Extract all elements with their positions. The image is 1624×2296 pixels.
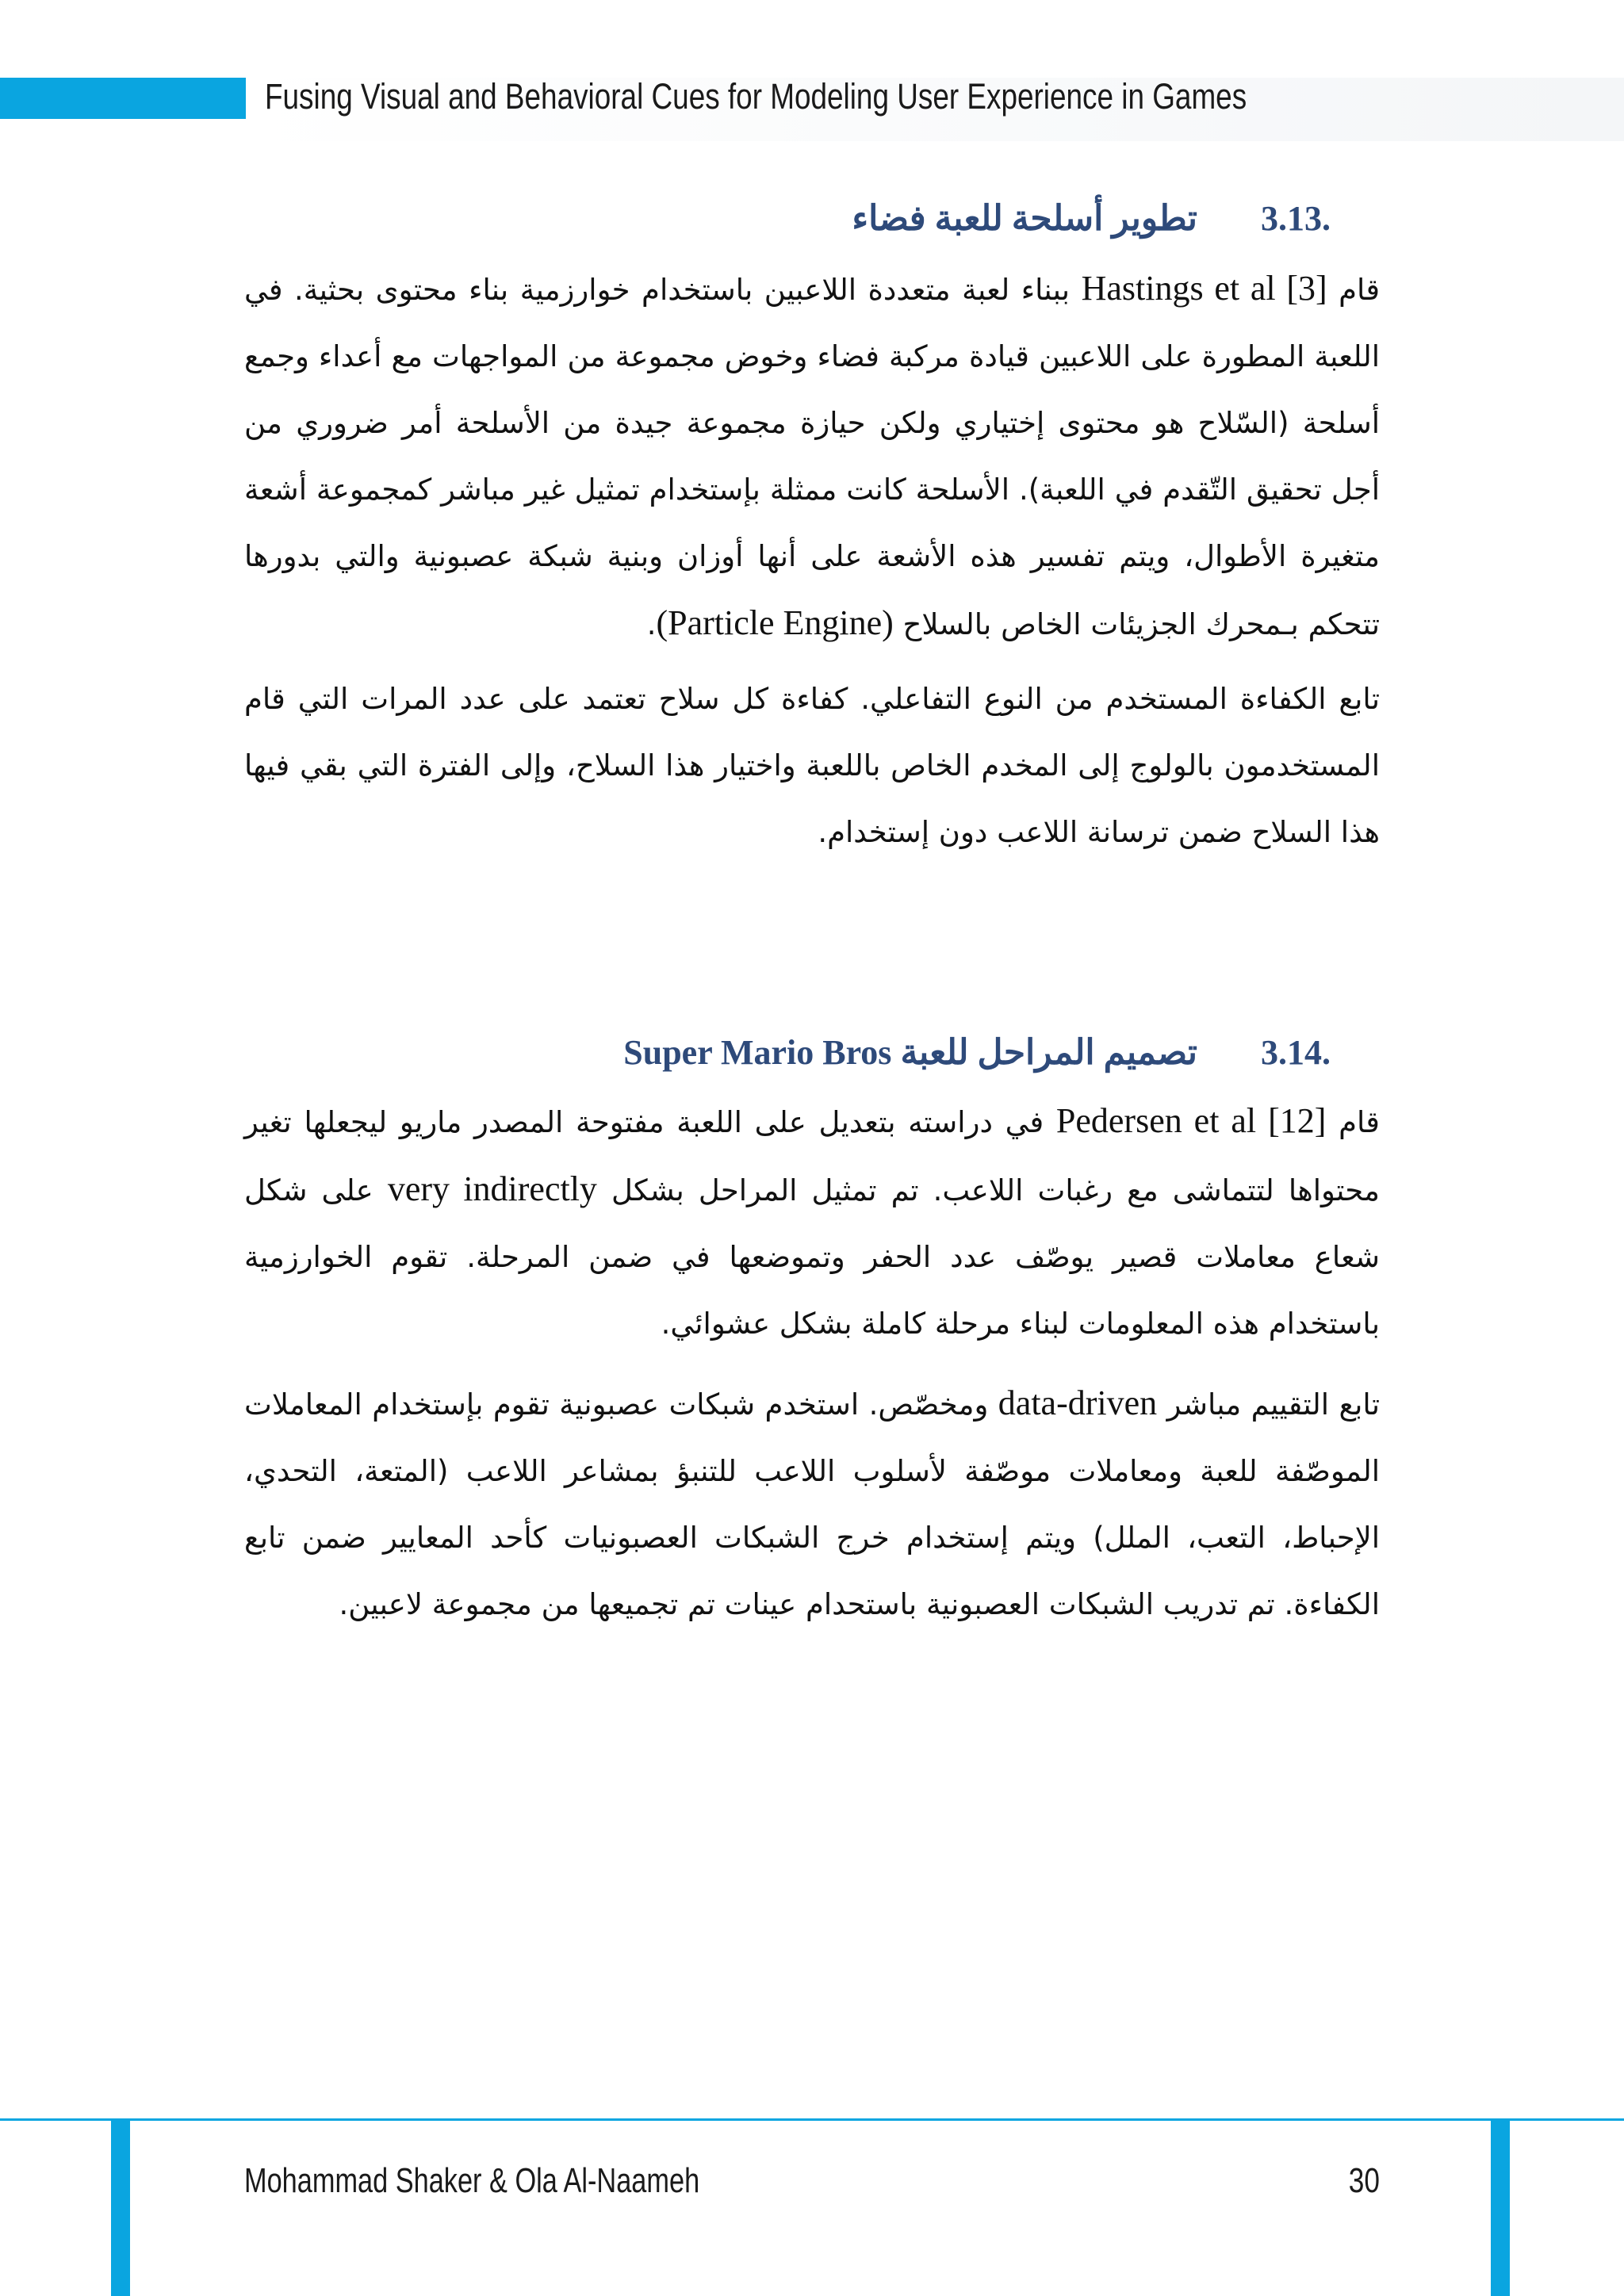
citation: Hastings et al [3] [1081,269,1327,308]
paragraph-text: تابع التقييم مباشر [1166,1387,1381,1422]
paragraph [244,1088,1380,1357]
term: data-driven [998,1383,1158,1422]
footer-accent-bar-right [1491,2121,1510,2296]
paragraph-text: في دراسته بتعديل على اللعبة مفتوحة المصدر ماريو ليجعلها تغير محتواها لتتماشى مع رغبات اللاعب. تم تمثيل المراحل بشكل [244,1105,1380,1207]
section-heading-3-13 [852,198,1331,239]
footer-rule [0,2118,1624,2121]
paragraph: تابع الكفاءة المستخدم من النوع التفاعلي. كفاءة كل سلاح تعتمد على عدد المرات التي قام المستخدمون بالولوج إلى المخدم الخاص باللعبة واختيار هذا السلاح، وإلى الفترة التي بقي فيها هذا السلاح ضمن ترسانة اللاعب دون إستخدام. [244,682,1380,849]
paragraph [244,255,1380,658]
running-header-title: Fusing Visual and Behavioral Cues for Modeling User Experience in Games [265,76,1247,117]
section-number: 3.13. [1261,199,1331,238]
section-title: تطوير أسلحة للعبة فضاء [852,199,1197,238]
paragraph-text: . [646,607,657,641]
citation: Pedersen et al [12] [1055,1101,1327,1140]
paragraph-text: ببناء لعبة متعددة اللاعبين باستخدام خوارزمية بناء محتوى بحثية. في اللعبة المطورة على اللاعبين قيادة مركبة فضاء وخوض مجموعة من المواجهات مع أعداء وجمع أسلحة (السّلاح هو محتوى إختياري ولكن حيازة مجموعة جيدة من الأسلحة أمر ضروري من أجل تحقيق التّقدم في اللعبة). الأسلحة كانت ممثلة بإستخدام تمثيل غير مباشر كمجموعة أشعة متغيرة الأطوال، ويتم تفسير هذه الأشعة على أنها أوزان وبنية شبكة عصبونية والتي بدورها تتحكم بـمحرك الجزيئات الخاص بالسلاح [244,273,1380,641]
paragraph-text: قام [1339,273,1381,307]
section-heading-3-14 [623,1032,1331,1073]
paragraph-text: قام [1339,1105,1380,1139]
term: (Particle Engine) [656,603,894,642]
paragraph-text: على شكل شعاع معاملات قصير يوصّف عدد الحفر وتموضعها في ضمن المرحلة. تقوم الخوارزمية باستخدام هذه المعلومات لبناء مرحلة كاملة بشكل عشوائي. [244,1173,1380,1341]
paragraph-text: ومخصّص. استخدم شبكات عصبونية تقوم بإستخدام المعاملات الموصّفة للعبة ومعاملات موصّفة لأسلوب اللاعب للتنبؤ بمشاعر اللاعب (المتعة، التحدي، الإحباط، التعب، الملل) ويتم إستخدام خرج الشبكات العصبونيات كأحد المعايير ضمن تابع الكفاءة. تم تدريب الشبكات العصبونية باستحدام عينات تم تجميعها من مجموعة لاعبين. [244,1387,1380,1621]
term: very indirectly [387,1169,597,1208]
section-number: 3.14. [1261,1033,1331,1072]
footer-authors: Mohammad Shaker & Ola Al-Naameh [244,2161,700,2200]
page-number: 30 [1348,2161,1380,2200]
paragraph [244,1370,1380,1638]
header-accent-bar [0,78,246,119]
section-title: تصميم المراحل للعبة [900,1033,1197,1072]
footer-accent-bar-left [111,2121,130,2296]
section-title-latin: Super Mario Bros [623,1033,892,1072]
